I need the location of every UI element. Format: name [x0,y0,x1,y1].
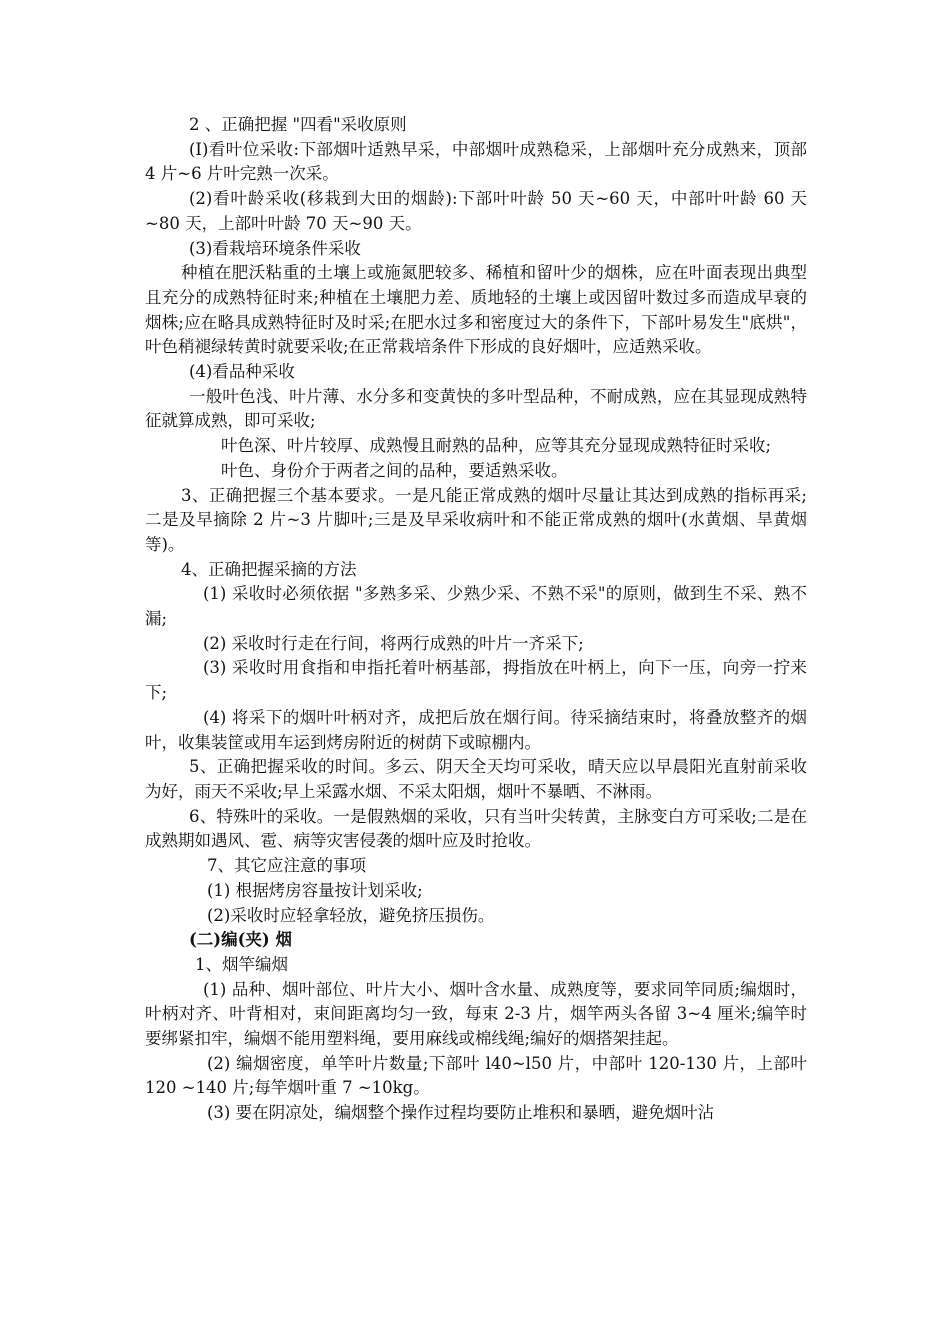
list-item: (2) 编烟密度，单竿叶片数量;下部叶 l40~l50 片，中部叶 120-130 片，上部叶 120 ~140 片;每竿烟叶重 7 ~10kg。 [145,1053,807,1098]
list-item: (3) 要在阴凉处，编烟整个操作过程均要防止堆积和暴晒，避免烟叶沾 [207,1103,715,1123]
section-heading: 3、正确把握三个基本要求。一是凡能正常成熟的烟叶尽量让其达到成熟的指标再采;二是及早摘除 2 片~3 片脚叶;三是及早采收病叶和不能正常成熟的烟叶(水黄烟、旱黄烟等)。 [145,485,807,554]
section-heading: 4、正确把握采摘的方法 [181,559,357,579]
paragraph: 叶色深、叶片较厚、成熟慢且耐熟的品种，应等其充分显现成熟特征时采收; [221,436,772,456]
document-body [145,113,807,1126]
subheading: (3)看栽培环境条件采收 [189,238,361,258]
section-heading: 1、烟竿编烟 [195,954,288,974]
paragraph: 种植在肥沃粘重的土壤上或施氮肥较多、稀植和留叶少的烟株，应在叶面表现出典型且充分的成熟特征时来;种植在土壤肥力差、质地轻的土壤上或因留叶数过多而造成早衰的烟株;应在略具成熟特征时及时采;在肥水过多和密度过大的条件下，下部叶易发生"底烘"，叶色稍褪绿转黄时就要采收;在正常栽培条件下形成的良好烟叶，应适熟采收。 [145,263,807,357]
chapter-heading: (二)编(夹) 烟 [189,930,292,950]
list-item: (1) 采收时必须依据 "多熟多采、少熟少采、不熟不采"的原则，做到生不采、熟不漏; [145,584,807,629]
section-heading: 7、其它应注意的事项 [207,856,366,876]
list-item: (2)采收时应轻拿轻放，避免挤压损伤。 [207,905,495,925]
paragraph: (2)看叶龄采收(移栽到大田的烟龄):下部叶叶龄 50 天~60 天，中部叶叶龄 60 天~80 天，上部叶叶龄 70 天~90 天。 [145,189,807,233]
section-heading: 2 、正确把握 "四看"采收原则 [189,115,407,134]
paragraph: 一般叶色浅、叶片薄、水分多和变黄快的多叶型品种，不耐成熟，应在其显现成熟特征就算成熟，即可采收; [145,386,807,431]
list-item: (2) 采收时行走在行间，将两行成熟的叶片一齐采下; [203,633,584,653]
list-item: (3) 采收时用食指和申指托着叶柄基部，拇指放在叶柄上，向下一压，向旁一拧来下; [145,658,807,703]
list-item: (4) 将采下的烟叶叶柄对齐，成把后放在烟行间。待采摘结束时，将叠放整齐的烟叶，收集装筐或用车运到烤房附近的树荫下或晾棚内。 [145,707,807,752]
section-heading: 6、特殊叶的采收。一是假熟烟的采收，只有当叶尖转黄，主脉变白方可采收;二是在成熟期如遇风、雹、病等灾害侵袭的烟叶应及时抢收。 [145,806,807,851]
list-item: (1) 品种、烟叶部位、叶片大小、烟叶含水量、成熟度等，要求同竿同质;编烟时，叶柄对齐、叶背相对，束间距离均匀一致，每束 2-3 片，烟竿两头各留 3~4 厘米;编竿时要绑紧扣牢，编烟不能用塑料绳，要用麻线或棉线绳;编好的烟搭架挂起。 [145,979,807,1049]
list-item: (1) 根据烤房容量按计划采收; [207,880,423,900]
subheading: (4)看品种采收 [189,362,295,382]
section-heading: 5、正确把握采收的时间。多云、阴天全天均可采收，晴天应以早晨阳光直射前采收为好，雨天不采收;早上采露水烟、不采太阳烟，烟叶不暴晒、不淋雨。 [145,757,807,801]
paragraph: (I)看叶位采收:下部烟叶适熟早采，中部烟叶成熟稳采，上部烟叶充分成熟来，顶部 4 片~6 片叶完熟一次采。 [145,139,807,184]
paragraph: 叶色、身份介于两者之间的品种，要适熟采收。 [221,460,568,480]
